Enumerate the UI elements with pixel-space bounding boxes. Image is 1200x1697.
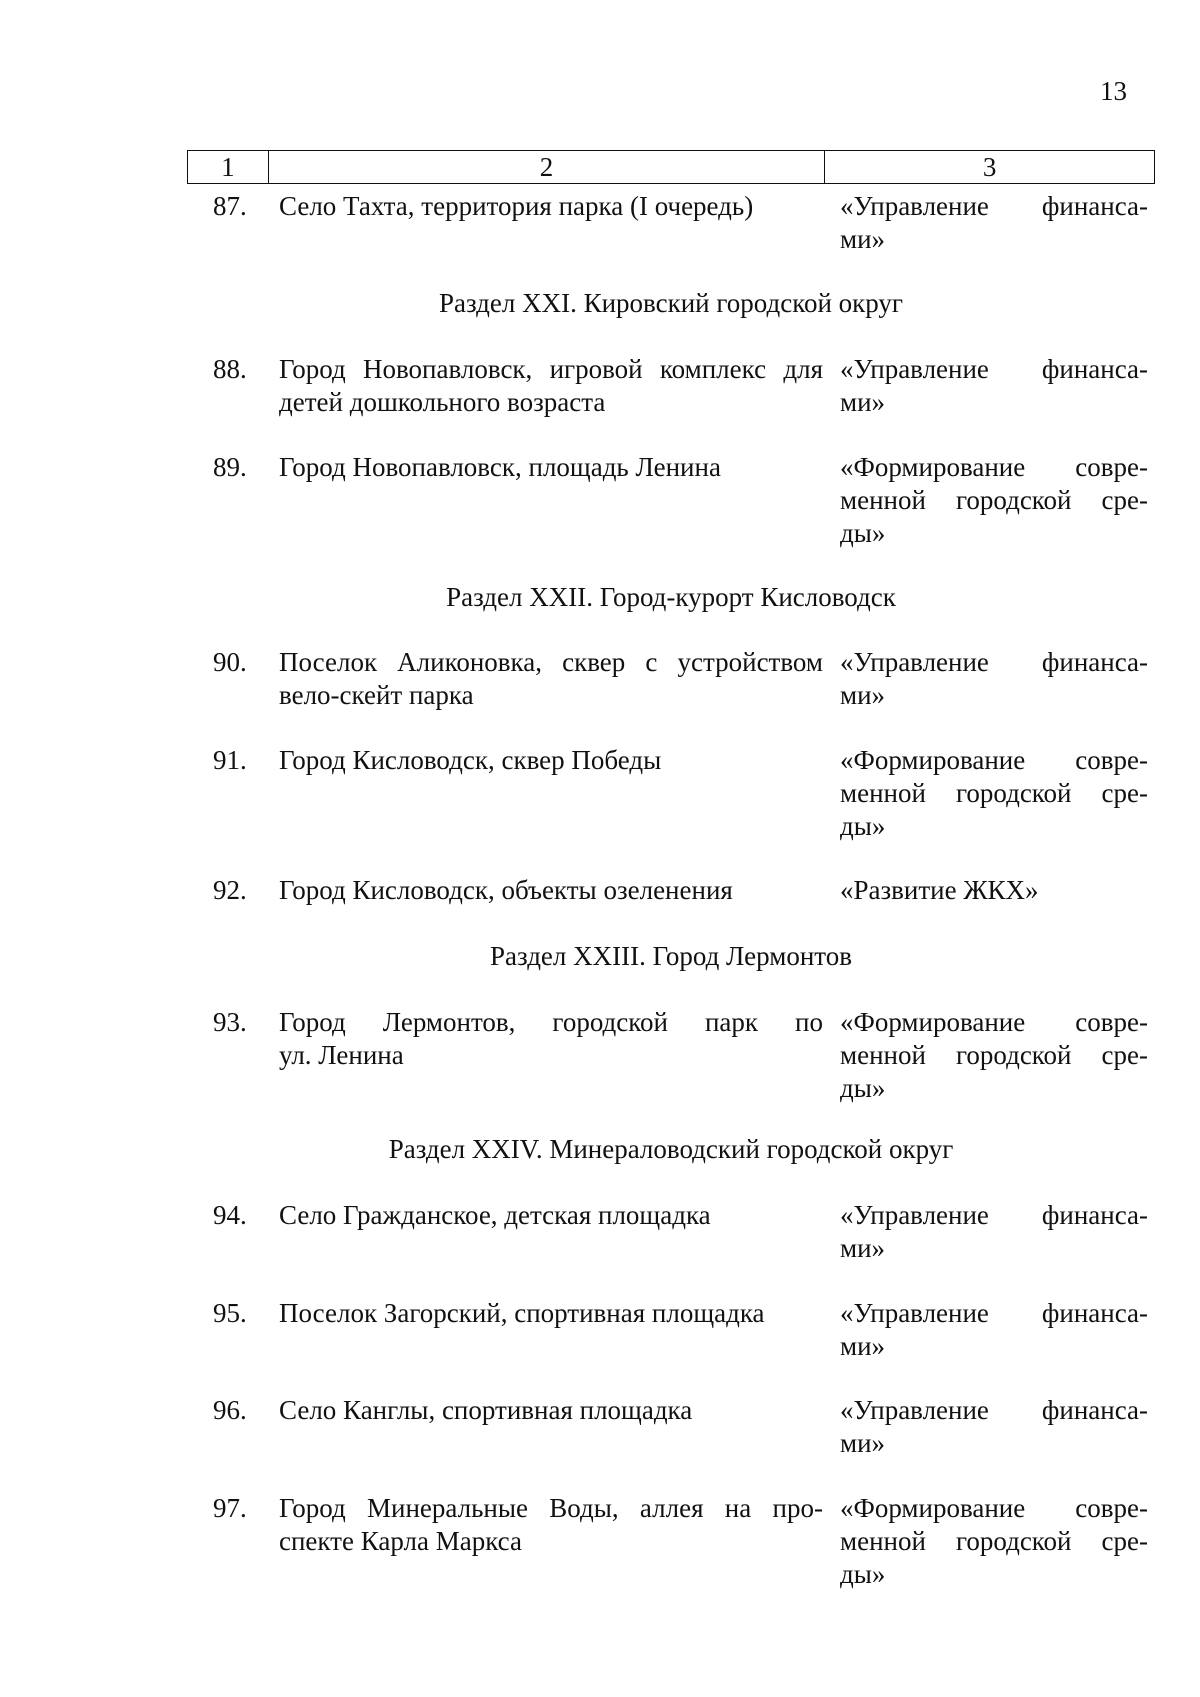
text-line: детей дошкольного возраста xyxy=(279,387,606,417)
text-line: Село Канглы, спортивная площадка xyxy=(279,1395,693,1425)
text-line: «Формирование совре- xyxy=(840,1007,1148,1037)
table-row xyxy=(0,1394,1200,1460)
row-number: 92. xyxy=(213,875,247,905)
text-line: ды» xyxy=(840,811,886,841)
text-line: Город Новопавловск, площадь Ленина xyxy=(279,452,721,482)
program-name xyxy=(840,190,1148,256)
table-row xyxy=(0,1006,1200,1105)
text-line: ми» xyxy=(840,387,886,417)
program-name xyxy=(840,1394,1148,1460)
program-name xyxy=(840,744,1148,843)
program-name xyxy=(840,1006,1148,1105)
table-row xyxy=(0,190,1200,256)
territory-name xyxy=(279,1394,823,1427)
row-number: 91. xyxy=(213,745,247,775)
territory-name xyxy=(279,1492,823,1558)
text-line: «Формирование совре- xyxy=(840,745,1148,775)
text-line: «Управление финанса- xyxy=(840,191,1148,221)
program-name xyxy=(840,1492,1148,1591)
territory-name xyxy=(279,451,823,484)
table-row xyxy=(0,874,1200,907)
program-name xyxy=(840,451,1148,550)
territory-name xyxy=(279,744,823,777)
territory-name xyxy=(279,1199,823,1232)
section-heading: Раздел XXIII. Город Лермонтов xyxy=(490,941,852,971)
text-line: Поселок Аликоновка, сквер с устройством xyxy=(279,647,823,677)
table-row xyxy=(0,646,1200,712)
program-name xyxy=(840,646,1148,712)
table-row xyxy=(0,1492,1200,1591)
text-line: «Управление финанса- xyxy=(840,1298,1148,1328)
row-number: 93. xyxy=(213,1007,247,1037)
territory-name xyxy=(279,1006,823,1072)
text-line: менной городской сре- xyxy=(840,1040,1148,1070)
text-line: ми» xyxy=(840,680,886,710)
text-line: «Управление финанса- xyxy=(840,1395,1148,1425)
program-name xyxy=(840,1297,1148,1363)
row-number: 90. xyxy=(213,647,247,677)
text-line: спекте Карла Маркса xyxy=(279,1526,522,1556)
text-line: Город Лермонтов, городской парк по xyxy=(279,1007,823,1037)
text-line: менной городской сре- xyxy=(840,1526,1148,1556)
row-number: 88. xyxy=(213,354,247,384)
table-row xyxy=(0,1199,1200,1265)
text-line: ды» xyxy=(840,1559,886,1589)
text-line: ды» xyxy=(840,518,886,548)
text-line: Город Кисловодск, объекты озеленения xyxy=(279,875,733,905)
text-line: Город Минеральные Воды, аллея на про- xyxy=(279,1493,823,1523)
program-name xyxy=(840,874,1148,907)
text-line: Город Кисловодск, сквер Победы xyxy=(279,745,662,775)
text-line: менной городской сре- xyxy=(840,778,1148,808)
territory-name xyxy=(279,874,823,907)
table-row xyxy=(0,1297,1200,1363)
territory-name xyxy=(279,646,823,712)
row-number: 95. xyxy=(213,1298,247,1328)
table-row xyxy=(0,451,1200,550)
text-line: вело-скейт парка xyxy=(279,680,474,710)
row-number: 89. xyxy=(213,452,247,482)
program-name xyxy=(840,353,1148,419)
text-line: «Управление финанса- xyxy=(840,647,1148,677)
column-header-2: 2 xyxy=(268,151,825,184)
text-line: «Управление финанса- xyxy=(840,354,1148,384)
text-line: «Формирование совре- xyxy=(840,1493,1148,1523)
text-line: ми» xyxy=(840,1428,886,1458)
text-line: ми» xyxy=(840,1331,886,1361)
column-header-3: 3 xyxy=(825,151,1155,184)
text-line: «Управление финанса- xyxy=(840,1200,1148,1230)
text-line: Город Новопавловск, игровой комплекс для xyxy=(279,354,823,384)
text-line: «Формирование совре- xyxy=(840,452,1148,482)
text-line: ми» xyxy=(840,224,886,254)
section-heading: Раздел XXII. Город-курорт Кисловодск xyxy=(446,582,896,612)
territory-name xyxy=(279,190,823,223)
section-heading: Раздел XXIV. Минераловодский городской округ xyxy=(388,1134,954,1164)
text-line: Село Тахта, территория парка (I очередь) xyxy=(279,191,754,221)
row-number: 96. xyxy=(213,1395,247,1425)
row-number: 94. xyxy=(213,1200,247,1230)
territory-name xyxy=(279,353,823,419)
text-line: «Развитие ЖКХ» xyxy=(840,875,1039,905)
table-row xyxy=(0,353,1200,419)
page-number: 13 xyxy=(1100,76,1127,106)
text-line: ул. Ленина xyxy=(279,1040,404,1070)
row-number: 97. xyxy=(213,1493,247,1523)
row-number: 87. xyxy=(213,191,247,221)
text-line: ми» xyxy=(840,1233,886,1263)
program-name xyxy=(840,1199,1148,1265)
territory-name xyxy=(279,1297,823,1330)
table-row xyxy=(0,744,1200,843)
column-header-1: 1 xyxy=(188,151,269,184)
table-header xyxy=(187,150,1155,184)
text-line: менной городской сре- xyxy=(840,485,1148,515)
section-heading: Раздел XXI. Кировский городской округ xyxy=(438,288,904,318)
text-line: Поселок Загорский, спортивная площадка xyxy=(279,1298,765,1328)
text-line: ды» xyxy=(840,1073,886,1103)
text-line: Село Гражданское, детская площадка xyxy=(279,1200,711,1230)
